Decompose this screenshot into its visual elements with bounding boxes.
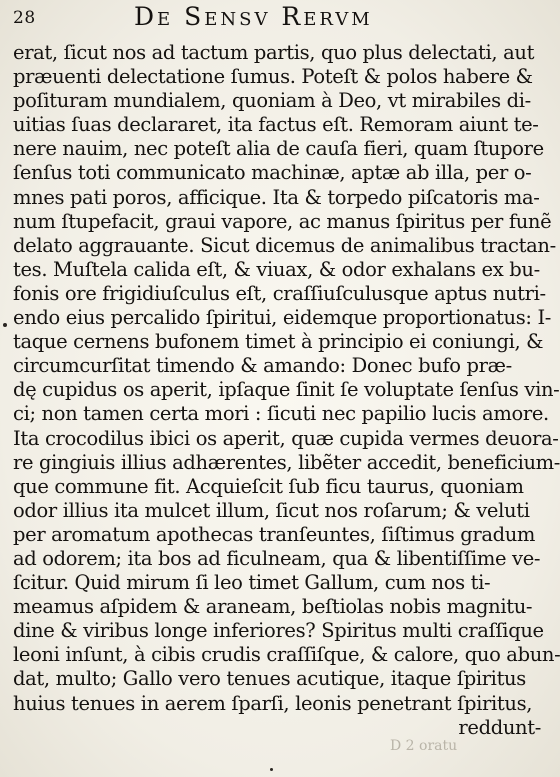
text-line: huius tenues in aerem ſparſi, leonis penetrant ſpiritus, (13, 691, 533, 715)
text-line: præuenti delectatione ſumus. Poteſt & polos habere & (13, 65, 533, 89)
text-line: meamus aſpidem & araneam, beſtiolas nobis magnitu- (13, 595, 533, 619)
ink-speck (3, 323, 7, 327)
text-line: ci; non tamen certa mori : ſicuti nec papilio lucis amore. (13, 402, 549, 426)
text-line: uitias ſuas declararet, ita factus eſt. Remoram aiunt te- (13, 113, 539, 137)
ink-speck (270, 768, 273, 771)
text-line: poſituram mundialem, quoniam à Deo, vt mirabiles di- (13, 89, 531, 113)
text-line: num ſtupefacit, graui vapore, ac manus ſpiritus per funẽ (13, 209, 552, 233)
text-line: per aromatum apothecas tranſeuntes, ſiſtimus gradum (13, 522, 536, 546)
text-line: ad odorem; ita bos ad ficulneam, qua & libentiſſime ve- (13, 546, 541, 570)
text-line: nere nauim, nec poteſt alia de cauſa fieri, quam ſtupore (13, 137, 544, 161)
catchword: reddunt- (458, 715, 541, 739)
text-line: circumcurſitat timendo & amando: Donec bufo præ- (13, 354, 512, 378)
text-line: dine & viribus longe inferiores? Spiritus multi craſſique (13, 619, 544, 643)
text-line: leoni inſunt, à cibis crudis craſſiſque, & calore, quo abun- (13, 643, 560, 667)
body-text (13, 41, 560, 740)
text-line: re gingiuis illius adhærentes, libẽter accedit, beneficium- (13, 450, 560, 474)
running-title: De Sensv Rervm (134, 2, 373, 31)
text-line: dat, multo; Gallo vero tenues acutique, itaque ſpiritus (13, 667, 526, 691)
text-line: tes. Muſtela calida eſt, & viuax, & odor exhalans ex bu- (13, 257, 540, 281)
text-line: Ita crocodilus ibici os aperit, quæ cupida vermes deuora- (13, 426, 559, 450)
text-line: mnes pati poros, afficique. Ita & torpedo piſcatoris ma- (13, 185, 540, 209)
text-line: que commune fit. Acquieſcit ſub ficu taurus, quoniam (13, 474, 524, 498)
page-number: 28 (13, 8, 36, 28)
bleed-through-text: D 2 oratu (390, 738, 458, 754)
text-line: erat, ſicut nos ad tactum partis, quo plus delectati, aut (13, 41, 535, 64)
text-line: ſcitur. Quid mirum ſi leo timet Gallum, cum nos ti- (13, 571, 491, 595)
text-line: taque cernens bufonem timet à principio ei coniungi, & (13, 330, 544, 354)
text-line: fonis ore frigidiuſculus eſt, craſſiuſculusque aptus nutri- (13, 281, 546, 305)
text-line: delato aggrauante. Sicut dicemus de animalibus tractan- (13, 233, 556, 257)
text-line: odor illius ita mulcet illum, ſicut nos roſarum; & veluti (13, 498, 530, 522)
text-line: ſenſus toti communicato machinæ, aptæ ab illa, per o- (13, 161, 532, 185)
text-line: dę cupidus os aperit, ipſaque ſinit ſe voluptate ſenſus vin- (13, 378, 560, 402)
text-line: endo eius percalido ſpiritui, eidemque proportionatus: I- (13, 306, 552, 330)
